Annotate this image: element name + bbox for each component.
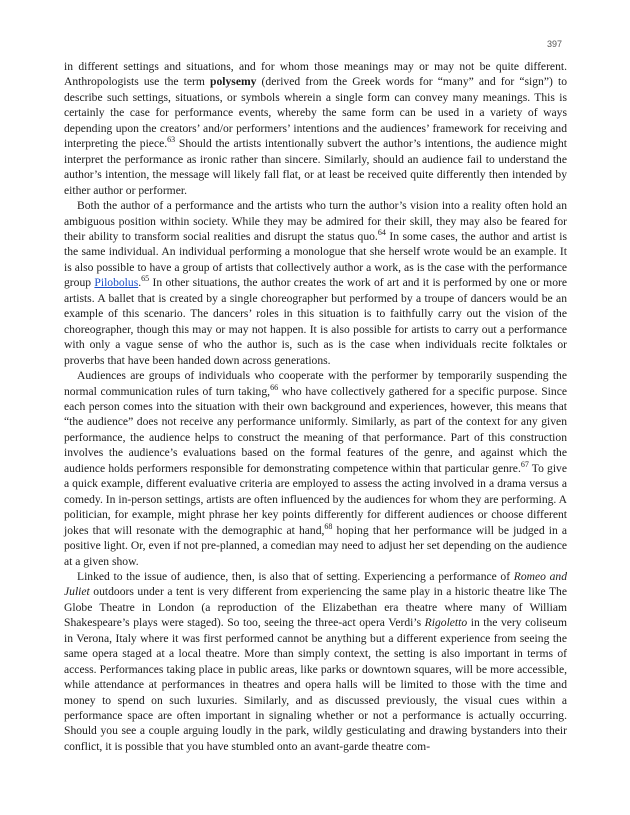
p1-text-b: (derived from the Greek words for “many” and for “sign”) to describe such settings, situations, or symbols wherein a single form can convey many meanings. This is certainly the case for performance events, whereby the same form can be used in a variety of ways depending upon the creators’ and/or performers’ intentions and the audiences’ framework for receiving and interpreting the piece.: [64, 75, 567, 151]
p4-text-b: outdoors under a tent is very different from experiencing the same play in a historic theatre like The Globe Theatre in London (a reproduction of the Elizabethan era theatre where many of William Shakespeare’s plays were staged). So too, seeing the three-act opera Verdi’s: [64, 585, 567, 630]
p1-text-c: Should the artists intentionally subvert the author’s intentions, the audience might interpret the performance as ironic rather than sincere. Similarly, should an audience fail to understand the author’s intention, the message will likely fall flat, or at least be received quite differently then intended by either author or performer.: [64, 137, 567, 197]
p3-text-c: To give a quick example, different evaluative criteria are employed to assess the acting involved in a drama versus a comedy. In in-person settings, artists are often influenced by the audiences for whom they are performing. A politician, for example, might phrase her key points differently for different audiences or choose different jokes that will resonate with the demographic at hand,: [64, 461, 567, 537]
pilobolus-link[interactable]: Pilobolus: [94, 276, 139, 290]
term-polysemy: polysemy: [210, 75, 257, 89]
p2-text-a: Both the author of a performance and the artists who turn the author’s vision into a reality often hold an ambiguous position within society. While they may be admired for their skill, they may also be feared for their ability to transform social realities and disrupt the status quo.: [64, 199, 567, 243]
p2-text-d: In other situations, the author creates the work of art and it is performed by one or more artists. A ballet that is created by a single choreographer but performed by a troupe of dancers would be an example of this scenario. The dancers’ roles in this situation is to faithfully carry out the vision of the choreographer, though this may or may not happen. It is also possible for artists to carry out a performance with only a vague sense of who the author is, such as is the case when individuals recite folktales or proverbs that have been handed down across generations.: [64, 276, 568, 367]
body-text: [64, 59, 567, 754]
paragraph-1: [64, 59, 567, 198]
footnote-ref-65[interactable]: 65: [141, 274, 150, 284]
footnote-ref-63[interactable]: 63: [167, 135, 176, 145]
p1-text-a: in different settings and situations, and for whom those meanings may or may not be quite different. Anthropologists use the term: [64, 60, 567, 89]
p3-text-b: who have collectively gathered for a specific purpose. Since each person comes into the situation with their own background and experiences, however, this means that “the audience” does not receive any performance uniformly. Similarly, as part of the context for any given performance, the audience helps to construct the meaning of that performance. Part of this construction involves the audience’s evaluations based on the formal features of the genre, and against which the audience holds performers responsible for demonstrating competence within that particular genre.: [64, 384, 567, 475]
title-romeo-and-juliet: Romeo and Juliet: [64, 569, 567, 599]
page-number: 397: [546, 39, 562, 49]
paragraph-4: [64, 569, 567, 754]
p3-text-a: Audiences are groups of individuals who cooperate with the performer by temporarily suspending the normal communication rules of turn taking,: [64, 369, 567, 398]
footnote-ref-68[interactable]: 68: [324, 521, 333, 531]
p2-text-b: In some cases, the author and artist is the same individual. An individual performing a monologue that she herself wrote would be an example. It is also possible to have a group of artists that collectively author a work, as is the case with the performance group: [64, 229, 567, 290]
p3-text-d: hoping that her performance will be judged in a positive light. Or, even if not pre-planned, a comedian may need to adjust her set depending on the audience at a given show.: [64, 523, 567, 568]
footnote-ref-67[interactable]: 67: [520, 459, 529, 469]
p4-text-a: Linked to the issue of audience, then, is also that of setting. Experiencing a performance of: [77, 569, 514, 583]
title-rigoletto: Rigoletto: [424, 616, 468, 630]
p2-text-c: .: [138, 276, 142, 290]
paragraph-3: [64, 368, 567, 569]
p4-text-c: in the very coliseum in Verona, Italy where it was first performed cannot be anything but a different experience from seeing the same opera staged at a local theatre. More than simply context, the setting is also important in terms of access. Performances taking place in public areas, like parks or downtown squares, will be more accessible, while attendance at performances in theatres and opera halls will be limited to those with the time and money to spend on such luxuries. Similarly, and as discussed previously, the visual cues within a performance space are often important in signaling whether or not a performance is actually occurring. Should you see a couple arguing loudly in the park, wildly gesticulating and drawing bystanders into their conflict, it is possible that you have stumbled onto an avant-garde theatre com-: [64, 616, 567, 753]
footnote-ref-66[interactable]: 66: [270, 382, 279, 392]
paragraph-2: [64, 198, 567, 368]
footnote-ref-64[interactable]: 64: [377, 228, 386, 238]
